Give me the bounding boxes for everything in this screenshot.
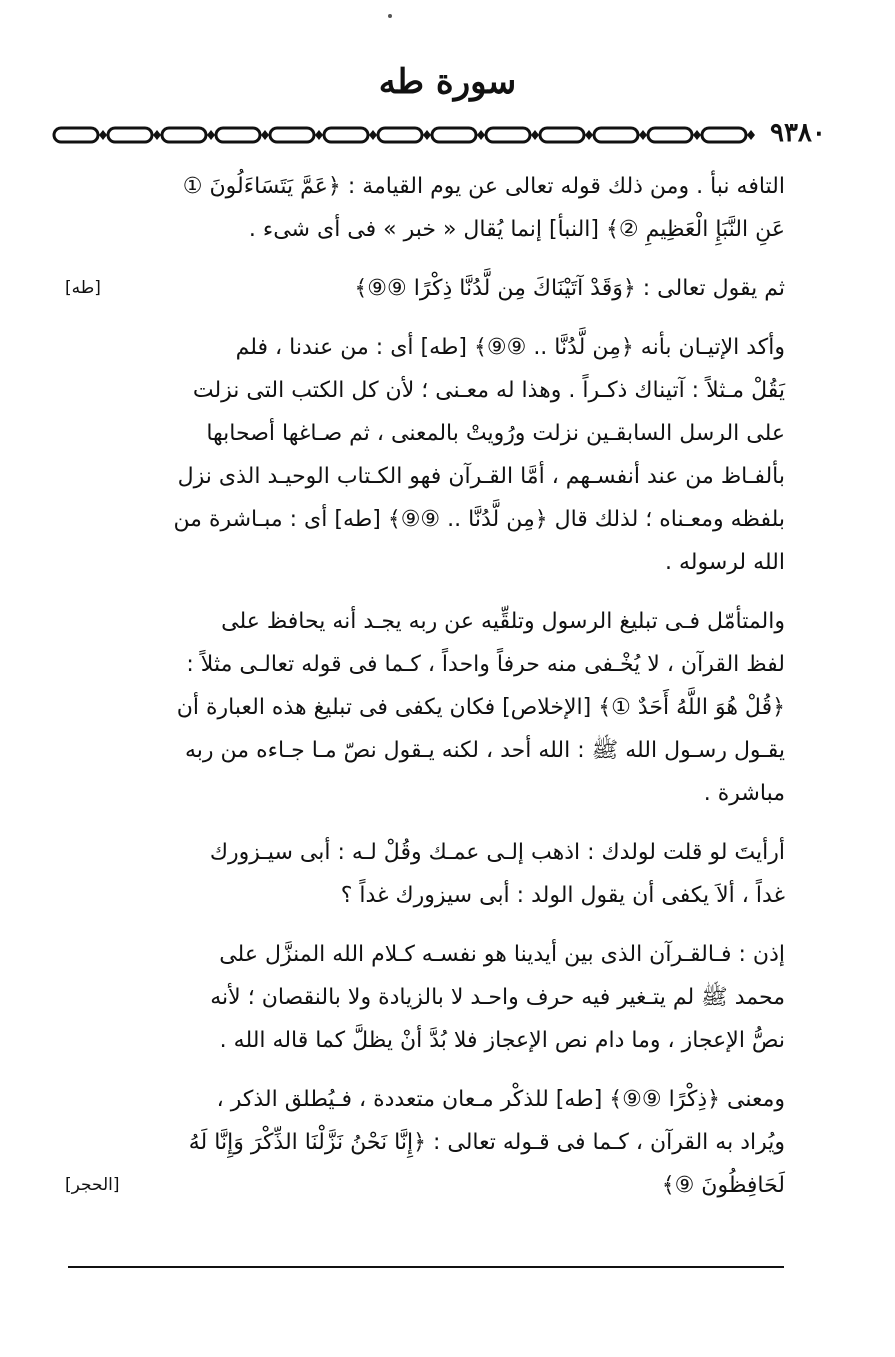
text-line: لفظ القرآن ، لا يُخْـفى منه حرفاً واحداً ، كـما فى قوله تعالـى مثلاً : <box>186 652 785 677</box>
paragraph <box>65 267 785 310</box>
text-line: ويُراد به القرآن ، كـما فى قـوله تعالى : ﴿إِنَّا نَحْنُ نَزَّلْنَا الذِّكْرَ وَإِنَّا لَهُ <box>188 1130 785 1155</box>
text-line: والمتأمّل فـى تبليغ الرسول وتلقِّيه عن ربه يجـد أنه يحافظ على <box>221 609 785 634</box>
verse-line: لَحَافِظُونَ ⑨﴾ <box>661 1173 785 1198</box>
text-line <box>65 1164 785 1207</box>
surah-reference: [الحجر] <box>65 1175 120 1195</box>
text-line: يَقُلْ مـثلاً : آتيناك ذكـراً . وهذا له معـنى ؛ لأن كل الكتب التى نزلت <box>192 378 785 403</box>
text-line: بألفـاظ من عند أنفسـهم ، أمَّا القـرآن فهو الكـتاب الوحيـد الذى نزل <box>177 464 785 489</box>
text-line: نصُّ الإعجاز ، وما دام نص الإعجاز فلا بُدَّ أنْ يظلَّ كما قاله الله . <box>219 1028 785 1053</box>
text-line: يقـول رسـول الله ﷺ : الله أحد ، لكنه يـقول نصّ مـا جـاءه من ربه <box>185 738 785 763</box>
ornament-border <box>50 122 768 148</box>
text-line: التافه نبأ . ومن ذلك قوله تعالى عن يوم القيامة : ﴿عَمَّ يَتَسَاءَلُونَ ① <box>182 174 785 199</box>
paragraph <box>65 600 785 815</box>
page-dot <box>388 14 392 18</box>
verse-line: ثم يقول تعالى : ﴿وَقَدْ آتَيْنَاكَ مِن لَّدُنَّا ذِكْرًا ⑨⑨﴾ <box>354 276 785 301</box>
text-line: عَنِ النَّبَإِ الْعَظِيمِ ②﴾ [النبأ] إنما يُقال « خبر » فى أى شىء . <box>248 217 785 242</box>
text-line: على الرسل السابقـين نزلت ورُويتْ بالمعنى ، ثم صـاغها أصحابها <box>206 421 785 446</box>
footnote-divider <box>68 1266 784 1268</box>
text-line <box>65 267 785 310</box>
text-line: وأكد الإتيـان بأنه ﴿مِن لَّدُنَّا .. ⑨⑨﴾ [طه] أى : من عندنا ، فلم <box>235 335 785 360</box>
text-line: الله لرسوله . <box>664 550 785 575</box>
text-line: مباشرة . <box>703 781 785 806</box>
text-line: أرأيتَ لو قلت لولدك : اذهب إلـى عمـك وقُلْ لـه : أبى سيـزورك <box>209 840 785 865</box>
text-line: إذن : فـالقـرآن الذى بين أيدينا هو نفسـه كـلام الله المنزَّل على <box>219 942 785 967</box>
surah-reference: [طه] <box>65 278 101 298</box>
text-line: غداً ، ألاَ يكفى أن يقول الولد : أبى سيزورك غداً ؟ <box>340 883 785 908</box>
paragraph <box>65 326 785 584</box>
text-line: بلفظه ومعـناه ؛ لذلك قال ﴿مِن لَّدُنَّا .. ⑨⑨﴾ [طه] أى : مبـاشرة من <box>173 507 785 532</box>
paragraph <box>65 1078 785 1207</box>
surah-title: سورة طه <box>378 62 517 102</box>
page-number: ٩٣٨٠ <box>770 118 826 148</box>
text-line: ومعنى ﴿ذِكْرًا ⑨⑨﴾ [طه] للذكْر مـعان متعددة ، فـيُطلق الذكر ، <box>216 1087 785 1112</box>
page-body <box>65 165 785 1223</box>
text-line: ﴿قُلْ هُوَ اللَّهُ أَحَدٌ ①﴾ [الإخلاص] فكان يكفى فى تبليغ هذه العبارة أن <box>176 695 785 720</box>
text-line: محمد ﷺ لم يتـغير فيه حرف واحـد لا بالزيادة ولا بالنقصان ؛ لأنه <box>210 985 785 1010</box>
paragraph <box>65 933 785 1062</box>
paragraph <box>65 165 785 251</box>
paragraph <box>65 831 785 917</box>
